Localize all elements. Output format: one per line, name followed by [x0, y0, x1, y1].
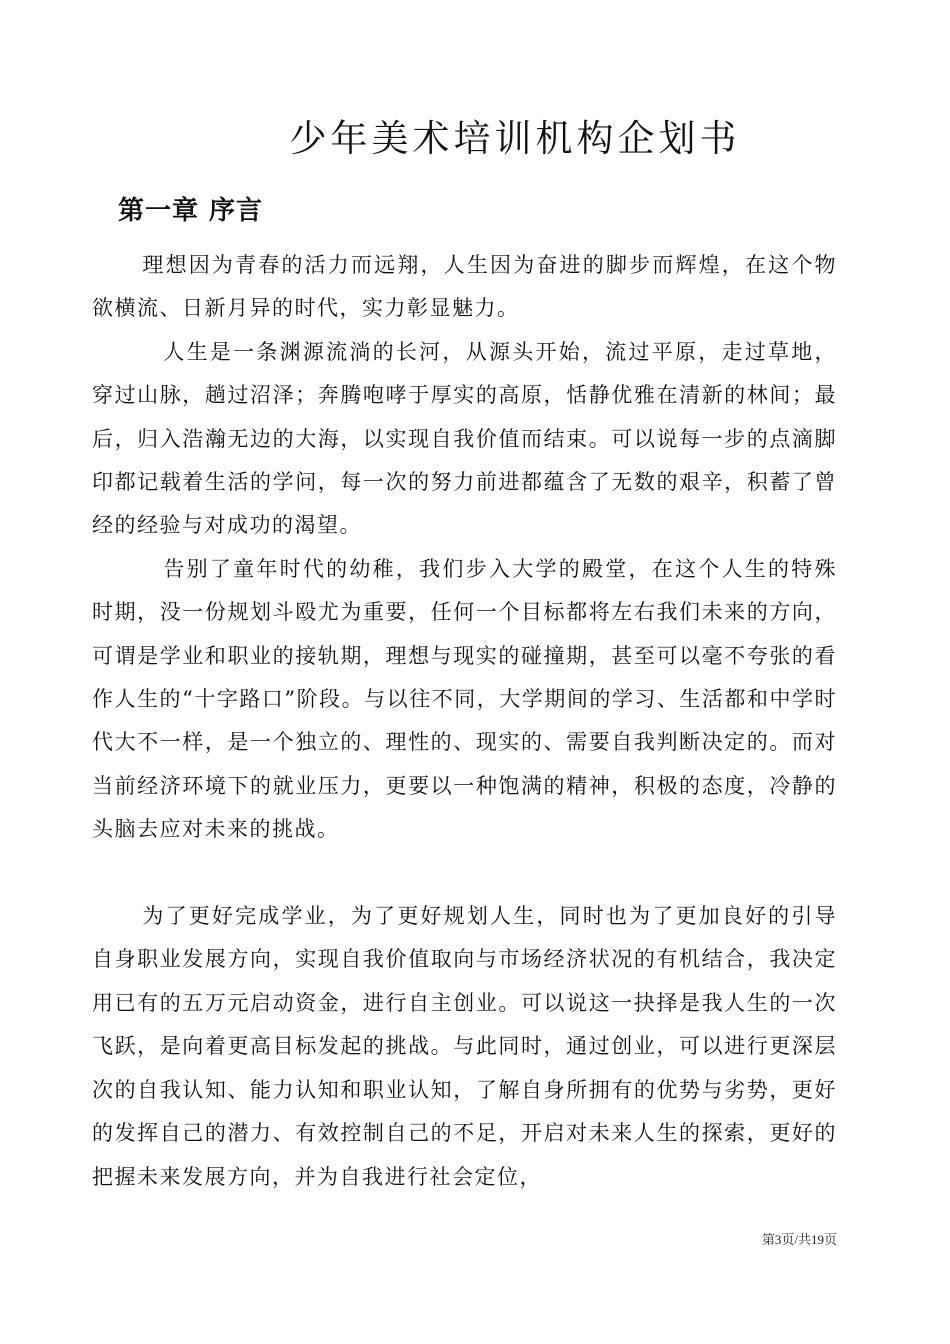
paragraph-1: 理想因为青春的活力而远翔，人生因为奋进的脚步而辉煌，在这个物欲横流、日新月异的时代，实力彰显魅力。 — [92, 253, 837, 321]
paragraph-spacer — [92, 852, 837, 895]
body-text — [92, 244, 837, 1199]
paragraph-2: 人生是一条渊源流淌的长河，从源头开始，流过平原，走过草地，穿过山脉，趟过沼泽；奔腾咆哮于厚实的高原，恬静优雅在清新的林间；最后，归入浩瀚无边的大海，以实现自我价值而结束。可以说每一步的点滴脚印都记载着生活的学问，每一次的努力前进都蕴含了无数的艰辛，积蓄了曾经的经验与对成功的渴望。 — [92, 339, 837, 538]
document-title: 少年美术培训机构企划书 — [289, 117, 741, 160]
paragraph-3: 告别了童年时代的幼稚，我们步入大学的殿堂，在这个人生的特殊时期，没一份规划斗殴尤为重要，任何一个目标都将左右我们未来的方向，可谓是学业和职业的接轨期，理想与现实的碰撞期，甚至可以毫不夸张的看作人生的“十字路口”阶段。与以往不同，大学期间的学习、生活都和中学时代大不一样，是一个独立的、理性的、现实的、需要自我判断决定的。而对当前经济环境下的就业压力，更要以一种饱满的精神，积极的态度，冷静的头脑去应对未来的挑战。 — [92, 556, 837, 842]
paragraph-4: 为了更好完成学业，为了更好规划人生，同时也为了更加良好的引导自身职业发展方向，实现自我价值取向与市场经济状况的有机结合，我决定用已有的五万元启动资金，进行自主创业。可以说这一抉择是我人生的一次飞跃，是向着更高目标发起的挑战。与此同时，通过创业，可以进行更深层次的自我认知、能力认知和职业认知，了解自身所拥有的优势与劣势，更好的发挥自己的潜力、有效控制自己的不足，开启对未来人生的探索，更好的把握未来发展方向，并为自我进行社会定位， — [92, 904, 837, 1189]
page-number: 第3页/共19页 — [761, 1232, 837, 1247]
chapter-heading: 第一章 序言 — [118, 196, 264, 226]
